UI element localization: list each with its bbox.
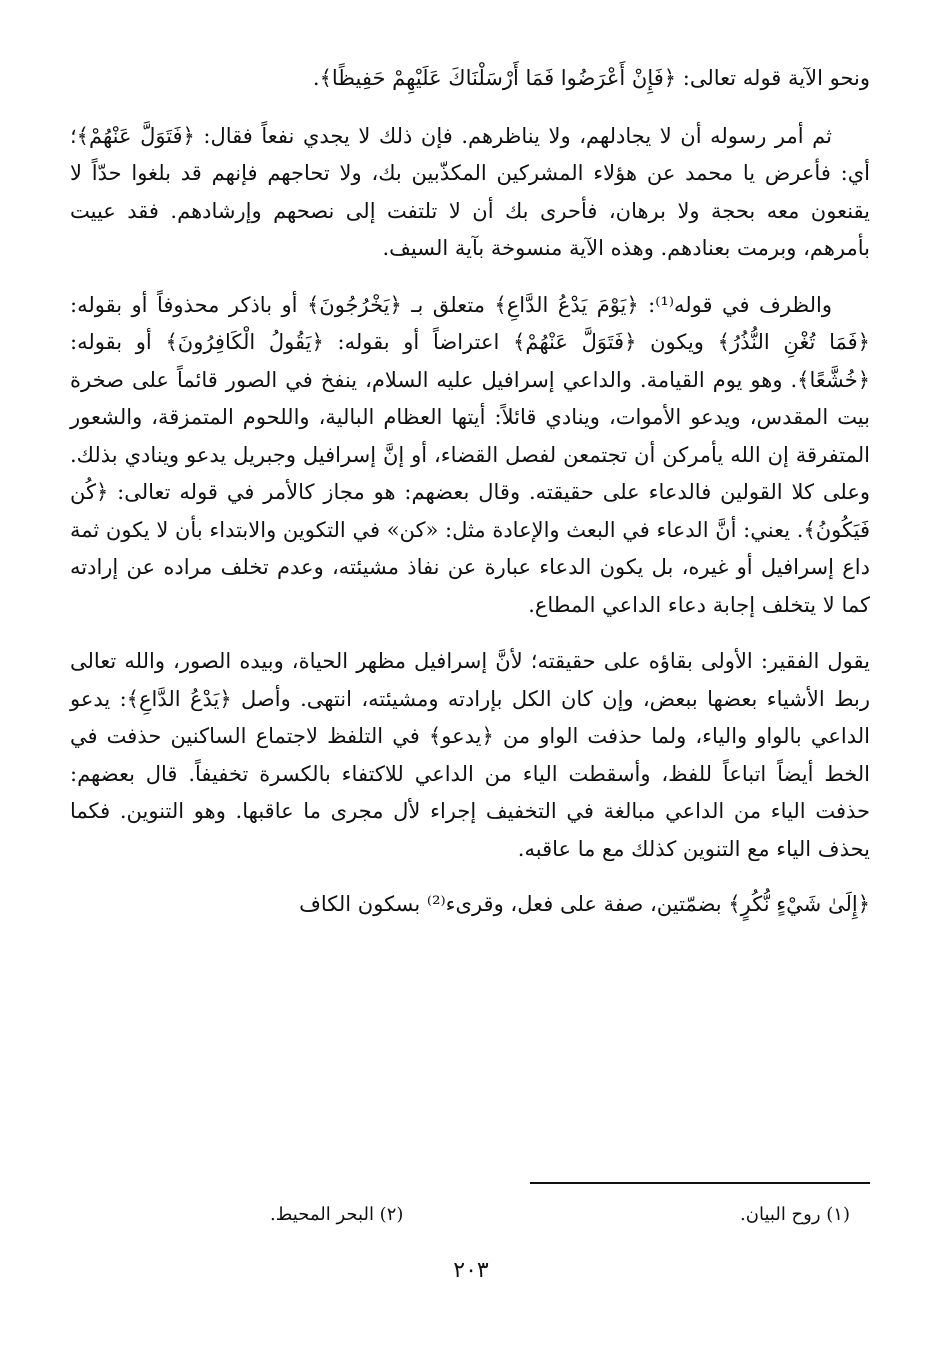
paragraph-2: ثم أمر رسوله أن لا يجادلهم، ولا يناظرهم. فإن ذلك لا يجدي نفعاً فقال: ﴿فَتَوَلَّ عَنْهُمْ﴾؛ أي: فأعرض يا محمد عن هؤلاء المشركين المكذّبين بك، ولا تحاجهم فإنهم قد بلغوا حدّاً لا يقنعون معه بحجة ولا برهان، فأحرى بك أن لا تلتفت إلى نصحهم وإرشادهم. فقد عييت بأمرهم، وبرمت بعنادهم. وهذه الآية منسوخة بآية السيف. — [70, 123, 870, 260]
paragraph-4: يقول الفقير: الأولى بقاؤه على حقيقته؛ لأنَّ إسرافيل مظهر الحياة، وبيده الصور، والله تعالى ربط الأشياء بعضها ببعض، وإن كان الكل بإرادته ومشيئته، انتهى. وأصل ﴿يَدْعُ الدَّاعِ﴾: يدعو الداعي بالواو والياء، ولما حذفت الواو من ﴿يدعو﴾ في التلفظ لاجتماع الساكنين حذفت في الخط أيضاً اتباعاً للفظ، وأسقطت الياء من الداعي للاكتفاء بالكسرة تخفيفاً. قال بعضهم: حذفت الياء من الداعي مبالغة في التخفيف إجراء لأل مجرى ما عاقبها. وهو التنوين. فكما يحذف الياء مع التنوين كذلك مع ما عاقبه. — [70, 649, 870, 861]
footnotes — [270, 1200, 850, 1230]
page-body — [70, 60, 870, 924]
footnote-1: (١) روح البيان. — [740, 1204, 850, 1225]
paragraph-3: والظرف في قوله⁽¹⁾: ﴿يَوْمَ يَدْعُ الدَّاعِ﴾ متعلق بـ ﴿يَخْرُجُونَ﴾ أو باذكر محذوفاً أو بقوله: ﴿فَمَا تُغْنِ النُّذُرُ﴾ ويكون ﴿فَتَوَلَّ عَنْهُمْ﴾ اعتراضاً أو بقوله: ﴿يَقُولُ الْكَافِرُونَ﴾ أو بقوله: ﴿خُشَّعًا﴾. وهو يوم القيامة. والداعي إسرافيل عليه السلام، ينفخ في الصور قائماً على صخرة بيت المقدس، ويدعو الأموات، وينادي قائلاً: أيتها العظام البالية، واللحوم المتمزقة، والشعور المتفرقة إن الله يأمركن أن تجتمعن لفصل القضاء، أو إنَّ إسرافيل وجبريل يدعو وينادي بذلك. وعلى كلا القولين فالدعاء على حقيقته. وقال بعضهم: هو مجاز كالأمر في قوله تعالى: ﴿كُن فَيَكُونُ﴾. يعني: أنَّ الدعاء في البعث والإعادة مثل: «كن» في التكوين والابتداء بأن لا يكون ثمة داع إسرافيل أو غيره، بل يكون الدعاء عبارة عن نفاذ مشيئته، وعدم تخلف مراده عن إرادته كما لا يتخلف إجابة دعاء الداعي المطاع. — [70, 292, 870, 617]
page-number: ٢٠٣ — [453, 1258, 489, 1283]
footnote-2: (٢) البحر المحيط. — [270, 1204, 404, 1225]
paragraph-1: ونحو الآية قوله تعالى: ﴿فَإِنْ أَعْرَضُوا فَمَا أَرْسَلْنَاكَ عَلَيْهِمْ حَفِيظًا﴾. — [312, 66, 870, 90]
paragraph-5: ﴿إِلَىٰ شَيْءٍ نُّكُرٍ﴾ بضمّتين، صفة على فعل، وقرىء⁽²⁾ بسكون الكاف — [299, 892, 870, 916]
footnote-divider — [530, 1182, 870, 1184]
